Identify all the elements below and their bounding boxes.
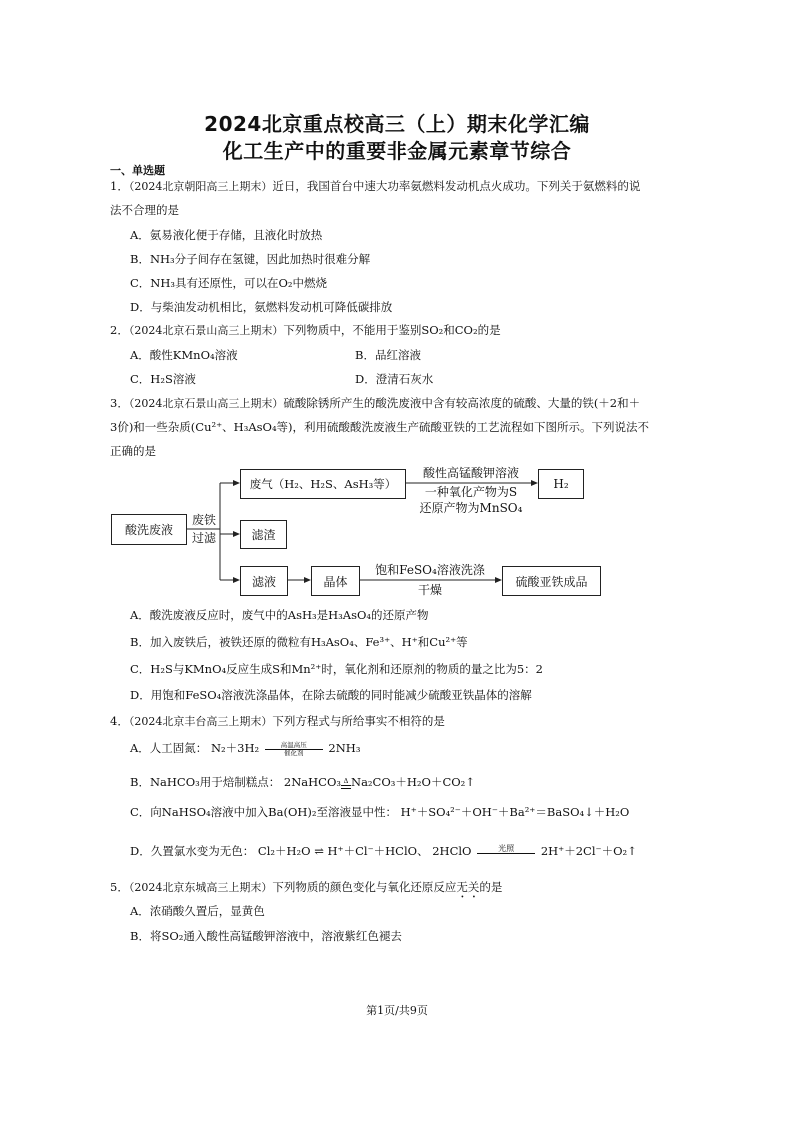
- q4-c-text: C．向NaHSO₄溶液中加入Ba(OH)₂至溶液显中性：: [130, 805, 398, 819]
- q4-b-condition: [341, 778, 351, 789]
- q4-a-text: A．人工固氮：: [130, 741, 208, 755]
- q4-option-c: [130, 804, 629, 820]
- q1-stem-line1: [110, 178, 640, 195]
- q3-stem-text: 硫酸除锈所产生的酸洗废液中含有较高浓度的硫酸、大量的铁(＋2和＋: [283, 396, 641, 410]
- q2-source: （2024北京石景山高三上期末）: [128, 324, 284, 337]
- q4-d-eq1: Cl₂＋H₂O ⇌ H⁺＋Cl⁻＋HClO、: [257, 844, 429, 858]
- q4-option-b: [130, 774, 475, 790]
- q4-a-eq-left: N₂＋3H₂: [210, 741, 260, 755]
- q1-number: 1．: [110, 179, 129, 193]
- q5-option-a: A．浓硝酸久置后，显黄色: [130, 904, 265, 918]
- q2-option-b: B．品红溶液: [355, 348, 421, 362]
- q3-stem-line3: 正确的是: [110, 444, 156, 458]
- q1-option-d: D．与柴油发动机相比，氨燃料发动机可降低碳排放: [130, 300, 393, 314]
- q4-stem-text: 下列方程式与所给事实不相符的是: [272, 714, 445, 728]
- q4-b-cond-top: Δ: [343, 776, 349, 785]
- q4-b-cond-bar2: [341, 788, 351, 789]
- q4-c-eq: H⁺＋SO₄²⁻＋OH⁻＋Ba²⁺＝BaSO₄↓＋H₂O: [400, 805, 630, 819]
- flow-residue-box: 滤渣: [240, 520, 287, 549]
- q4-d-eq2-right: 2H⁺＋2Cl⁻＋O₂↑: [540, 844, 637, 858]
- q4-d-cond-bottom-space: [477, 854, 535, 861]
- q3-option-b: B．加入废铁后，被铁还原的微粒有H₃AsO₄、Fe³⁺、H⁺和Cu²⁺等: [130, 635, 468, 649]
- flow-start-box: 酸洗废液: [111, 514, 187, 545]
- q1-option-a: A．氨易液化便于存储，且液化时放热: [130, 228, 323, 242]
- q2-stem-text: 下列物质中，不能用于鉴别SO₂和CO₂的是: [283, 323, 501, 337]
- flow-filtrate-box: 滤液: [240, 566, 288, 596]
- section-heading: 一、单选题: [110, 164, 165, 177]
- q2-option-d: D．澄清石灰水: [355, 372, 434, 386]
- q4-d-condition-arrow: [477, 844, 535, 861]
- q4-a-cond-top: 高温高压: [280, 740, 307, 749]
- q4-a-cond-bottom: 催化剂: [284, 748, 304, 757]
- q1-option-b: B．NH₃分子间存在氢键，因此加热时很难分解: [130, 252, 371, 266]
- flow-crystal-box: 晶体: [311, 566, 360, 596]
- q4-d-cond-top: 光照: [498, 843, 515, 853]
- q5-stem-pre: 下列物质的颜色变化与氧化还原反应: [272, 880, 457, 894]
- document-title-line1: 2024北京重点校高三（上）期末化学汇编: [204, 112, 590, 136]
- q2-option-a: A．酸性KMnO₄溶液: [130, 348, 238, 362]
- q3-number: 3．: [110, 396, 129, 410]
- q4-option-a: [130, 740, 360, 757]
- q4-b-eq-right: Na₂CO₃＋H₂O＋CO₂↑: [351, 775, 475, 789]
- q1-stem-line2: 法不合理的是: [110, 203, 179, 217]
- q2-option-c: C．H₂S溶液: [130, 372, 196, 386]
- q3-source: （2024北京石景山高三上期末）: [128, 397, 284, 410]
- q1-option-c: C．NH₃具有还原性，可以在O₂中燃烧: [130, 276, 328, 290]
- q5-source: （2024北京东城高三上期末）: [128, 881, 273, 894]
- q4-option-d: [130, 843, 637, 861]
- flow-step-top-label: 废铁: [191, 513, 216, 527]
- q4-b-eq-left: 2NaHCO₃: [283, 775, 342, 789]
- flow-product-box: 硫酸亚铁成品: [502, 566, 601, 596]
- q5-stem-post: 的是: [479, 880, 503, 894]
- q4-number: 4．: [110, 714, 129, 728]
- q3-option-a: A．酸洗废液反应时，废气中的AsH₃是H₃AsO₄的还原产物: [130, 608, 429, 622]
- flow-gas-box: 废气（H₂、H₂S、AsH₃等）: [240, 469, 406, 499]
- q1-stem: 近日，我国首台中速大功率氨燃料发动机点火成功。下列关于氨燃料的说: [272, 179, 641, 193]
- q3-option-c: C．H₂S与KMnO₄反应生成S和Mn²⁺时，氧化剂和还原剂的物质的量之比为5：2: [130, 662, 543, 676]
- flow-dry-label: 干燥: [417, 583, 442, 597]
- q2-stem: [110, 322, 501, 339]
- flow-note-reduction: 还原产物为MnSO₄: [419, 501, 523, 515]
- flow-h2-box: H₂: [538, 469, 584, 499]
- q4-a-eq-right: 2NH₃: [328, 741, 361, 755]
- q4-source: （2024北京丰台高三上期末）: [128, 715, 273, 728]
- q5-number: 5．: [110, 880, 129, 894]
- page-footer: 第1页/共9页: [366, 1004, 428, 1017]
- q4-stem: [110, 713, 445, 730]
- q5-option-b: B．将SO₂通入酸性高锰酸钾溶液中，溶液紫红色褪去: [130, 929, 402, 943]
- q4-b-cond-bar: [341, 785, 351, 786]
- q5-stem-emphasis: 无关: [456, 880, 480, 894]
- q2-number: 2．: [110, 323, 129, 337]
- q1-source: （2024北京朝阳高三上期末）: [128, 180, 273, 193]
- q3-stem-line1: [110, 395, 640, 412]
- q4-d-eq2-left: 2HClO: [432, 844, 472, 858]
- flow-reagent-label: 酸性高锰酸钾溶液: [422, 466, 519, 480]
- flow-note-oxidation: 一种氧化产物为S: [424, 485, 518, 499]
- q4-a-condition-arrow: [265, 742, 323, 757]
- q4-b-text: B．NaHCO₃用于焙制糕点：: [130, 775, 281, 789]
- flow-wash-label: 饱和FeSO₄溶液洗涤: [375, 563, 485, 577]
- document-title-line2: 化工生产中的重要非金属元素章节综合: [222, 139, 572, 163]
- q3-stem-line2: 3价)和一些杂质(Cu²⁺、H₃AsO₄等)，利用硫酸酸洗废液生产硫酸亚铁的工艺流程如下图所示。下列说法不: [110, 420, 650, 434]
- q5-stem: [110, 879, 502, 901]
- q4-d-text: D．久置氯水变为无色：: [130, 844, 255, 858]
- flow-step-bottom-label: 过滤: [191, 531, 216, 545]
- q3-option-d: D．用饱和FeSO₄溶液洗涤晶体，在除去硫酸的同时能减少硫酸亚铁晶体的溶解: [130, 688, 532, 702]
